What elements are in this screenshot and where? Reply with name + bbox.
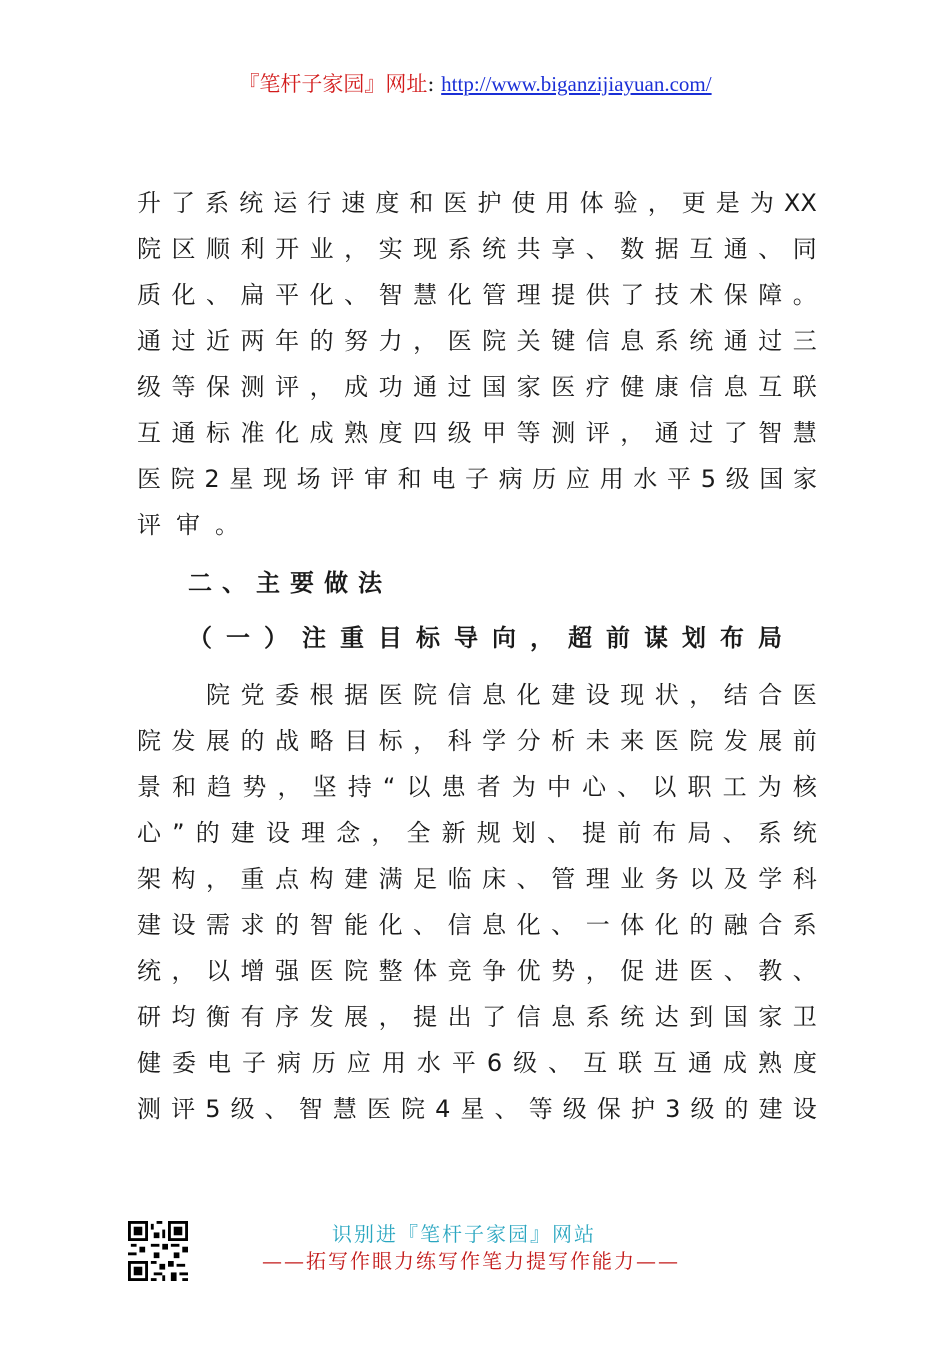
text-line: 健 委 电 子 病 历 应 用 水 平 6 级 、 互 联 互 通 成 熟 度 <box>137 1049 817 1077</box>
text-line: 心 ” 的 建 设 理 念 ， 全 新 规 划 、 提 前 布 局 、 系 统 <box>137 819 817 847</box>
text-line: 研 均 衡 有 序 发 展 ， 提 出 了 信 息 系 统 达 到 国 家 卫 <box>137 1003 817 1031</box>
text-line: 升 了 系 统 运 行 速 度 和 医 护 使 用 体 验 ， 更 是 为 XX <box>137 189 817 217</box>
text-line: 景 和 趋 势 ， 坚 持 “ 以 患 者 为 中 心 、 以 职 工 为 核 <box>137 773 817 801</box>
text-line: 质 化 、 扁 平 化 、 智 慧 化 管 理 提 供 了 技 术 保 障 。 <box>137 281 817 309</box>
footer-line-2: ——拓写作眼力练写作笔力提写作能力—— <box>262 1249 680 1273</box>
text-line: 建 设 需 求 的 智 能 化 、 信 息 化 、 一 体 化 的 融 合 系 <box>137 911 817 939</box>
footer-line-1: 识别进『笔杆子家园』网站 <box>332 1222 596 1246</box>
text-line: 测 评 5 级 、 智 慧 医 院 4 星 、 等 级 保 护 3 级 的 建 设 <box>137 1095 817 1123</box>
text-line: 院 发 展 的 战 略 目 标 ， 科 学 分 析 未 来 医 院 发 展 前 <box>137 727 817 755</box>
text-line: 互 通 标 准 化 成 熟 度 四 级 甲 等 测 评 ， 通 过 了 智 慧 <box>137 419 817 447</box>
text-line: 架 构 ， 重 点 构 建 满 足 临 床 、 管 理 业 务 以 及 学 科 <box>137 865 817 893</box>
paragraph-1 <box>137 180 817 548</box>
site-url-link[interactable]: http://www.biganzijiayuan.com/ <box>441 72 712 96</box>
text-line: 院 党 委 根 据 医 院 信 息 化 建 设 现 状 ， 结 合 医 <box>206 681 817 709</box>
qr-code-icon[interactable] <box>128 1221 188 1281</box>
text-line: 评 审 。 <box>137 511 239 539</box>
subsection-heading: （一）注重目标导向，超前谋划布局 <box>188 624 796 652</box>
text-line: 通 过 近 两 年 的 努 力 ， 医 院 关 键 信 息 系 统 通 过 三 <box>137 327 817 355</box>
text-line: 医 院 2 星 现 场 评 审 和 电 子 病 历 应 用 水 平 5 级 国 家 <box>137 465 817 493</box>
text-line: 院 区 顺 利 开 业 ， 实 现 系 统 共 享 、 数 据 互 通 、 同 <box>137 235 817 263</box>
header-colon: : <box>427 72 435 96</box>
page-header <box>0 68 950 98</box>
text-line: 统 ， 以 增 强 医 院 整 体 竞 争 优 势 ， 促 进 医 、 教 、 <box>137 957 817 985</box>
site-name: 『笔杆子家园』网址 <box>238 72 428 96</box>
text-line: 级 等 保 测 评 ， 成 功 通 过 国 家 医 疗 健 康 信 息 互 联 <box>137 373 817 401</box>
paragraph-2 <box>137 672 817 1132</box>
section-heading: 二、主要做法 <box>188 569 392 597</box>
